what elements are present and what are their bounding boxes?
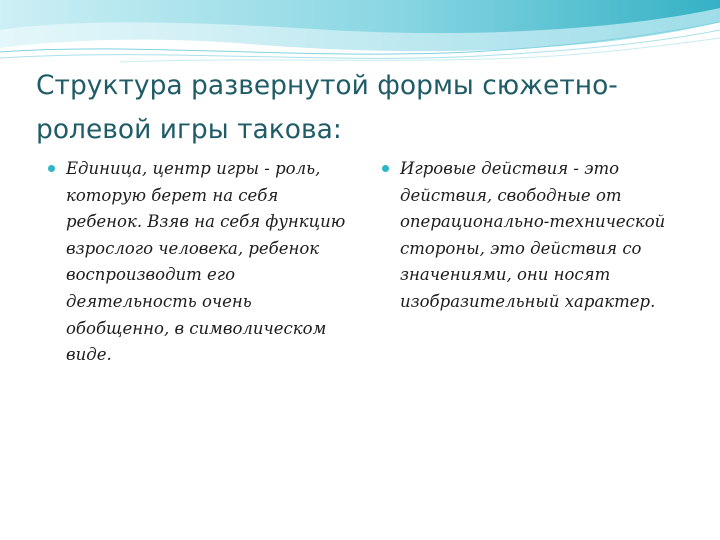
right-bullet-text bbox=[400, 156, 672, 316]
left-line-1: Единица, центр игры - роль, bbox=[66, 159, 321, 178]
left-line-5: воспроизводит его bbox=[66, 265, 236, 285]
right-line-5: значениями, они носят bbox=[400, 265, 611, 285]
bullet-dot-icon bbox=[48, 165, 55, 172]
title-line-1: Структура развернутой формы сюжетно- bbox=[36, 70, 618, 101]
left-line-6: деятельность очень bbox=[66, 291, 252, 311]
right-line-3: операционально-технической bbox=[400, 212, 666, 232]
left-line-2: которую берет на себя bbox=[66, 185, 279, 205]
right-line-1: Игровые действия - это bbox=[400, 159, 620, 178]
left-line-3: ребенок. Взяв на себя функцию bbox=[66, 212, 346, 232]
title-line-2: ролевой игры такова: bbox=[36, 114, 342, 145]
header-wave-decoration bbox=[0, 0, 720, 70]
right-line-2: действия, свободные от bbox=[400, 185, 622, 205]
left-bullet-text bbox=[66, 156, 348, 369]
left-line-4: взрослого человека, ребенок bbox=[66, 238, 320, 258]
slide-title bbox=[36, 64, 686, 152]
left-bullet-item bbox=[48, 156, 348, 369]
right-bullet-item bbox=[382, 156, 672, 316]
left-line-7: обобщенно, в символическом bbox=[66, 318, 327, 338]
left-line-8: виде. bbox=[66, 345, 112, 365]
right-line-6: изобразительный характер. bbox=[400, 291, 656, 311]
right-line-4: стороны, это действия со bbox=[400, 238, 642, 258]
bullet-dot-icon bbox=[382, 165, 389, 172]
